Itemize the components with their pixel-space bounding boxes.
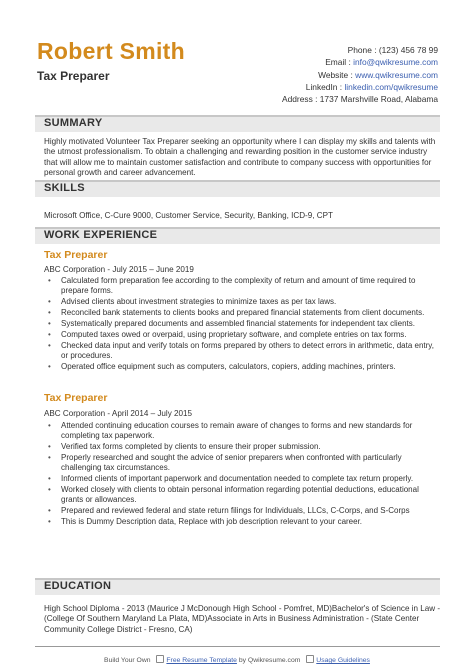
list-item: • Operated office equipment such as computers, calculators, copiers, adding machines, printers. [44,362,436,372]
contact-address: Address : 1737 Marshville Road, Alabama [282,94,438,105]
contact-linkedin: LinkedIn : linkedin.com/qwikresume [305,81,438,92]
summary-text: Highly motivated Volunteer Tax Preparer seeking an opportunity where I can display my skills and talents with the utmost professionalism. To obtain a challenging and rewarding position in the customer service industry that will allow me to maintain customer satisfaction and contribute to company success with opportunities for personal growth and career advancement. [44,137,436,178]
document-icon [156,655,164,663]
list-item: • Reconciled bank statements to clients books and prepared financial statements from client documents. [44,308,436,318]
usage-guidelines-link[interactable]: Usage Guidelines [316,657,370,664]
list-item: • Calculated form preparation fee according to the complexity of return and amount of time required to prepare forms. [44,276,436,297]
section-header-skills: SKILLS [35,180,440,197]
list-item: • This is Dummy Description data, Replace with job description relevant to your career. [44,517,436,527]
email-link[interactable]: info@qwikresume.com [353,57,438,68]
linkedin-link[interactable]: linkedin.com/qwikresume [344,81,438,92]
job-company: ABC Corporation - April 2014 – July 2015 [44,409,193,418]
contact-email: Email : info@qwikresume.com [325,57,438,68]
job-title: Tax Preparer [44,249,108,261]
list-item: • Properly researched and sought the advice of senior preparers when confronted with particularly challenging tax circumstances. [44,453,436,474]
candidate-name: Robert Smith [37,38,185,64]
list-item: • Systematically prepared documents and assembled financial statements for independent tax clients. [44,319,436,329]
footer: Build Your Own Free Resume Template by Qwikresume.com Usage Guidelines [104,657,370,664]
list-item: • Checked data input and verify totals on forms prepared by others to detect errors in arithmetic, data entry, or procedures. [44,341,436,362]
list-item: • Advised clients about investment strategies to minimize taxes as per tax laws. [44,297,436,307]
document-icon [306,655,314,663]
job-title: Tax Preparer [44,392,108,404]
section-header-summary: SUMMARY [35,115,440,132]
list-item: • Attended continuing education courses to remain aware of changes to forms and new standards for completing tax paperwork. [44,421,436,442]
list-item: • Worked closely with clients to obtain personal information regarding potential deductions, educational grants or allowances. [44,485,436,506]
list-item: • Verified tax forms completed by clients to ensure their proper submission. [44,442,436,452]
job-bullets [44,276,436,373]
list-item: • Computed taxes owed or overpaid, using proprietary software, and complete entries on tax forms. [44,330,436,340]
footer-divider [35,646,440,647]
list-item: • Informed clients of important paperwork and documentation needed to complete tax return properly. [44,474,436,484]
job-bullets [44,421,436,528]
job-company: ABC Corporation - July 2015 – June 2019 [44,265,194,274]
free-resume-template-link[interactable]: Free Resume Template [166,657,237,664]
skills-text: Microsoft Office, C-Cure 9000, Customer Service, Security, Banking, ICD-9, CPT [44,211,333,220]
contact-phone: Phone : (123) 456 78 99 [347,45,438,55]
list-item: • Prepared and reviewed federal and state return filings for Individuals, LLCs, C-Corps, and S-Corps [44,506,436,516]
brand-label: Qwikresume.com [247,657,301,664]
education-text: High School Diploma - 2013 (Maurice J McDonough High School - Pomfret, MD)Bachelor's of Science in Law - (College Of Southern Maryland La Plata, MD)Associate in Arts in Business Administration - (State Center Community College District - Fresno, CA) [44,604,441,634]
section-header-experience: WORK EXPERIENCE [35,227,440,244]
contact-block [282,44,438,105]
website-link[interactable]: www.qwikresume.com [355,69,438,80]
section-header-education: EDUCATION [35,578,440,595]
contact-website: Website : www.qwikresume.com [318,69,438,80]
candidate-title: Tax Preparer [37,69,110,83]
